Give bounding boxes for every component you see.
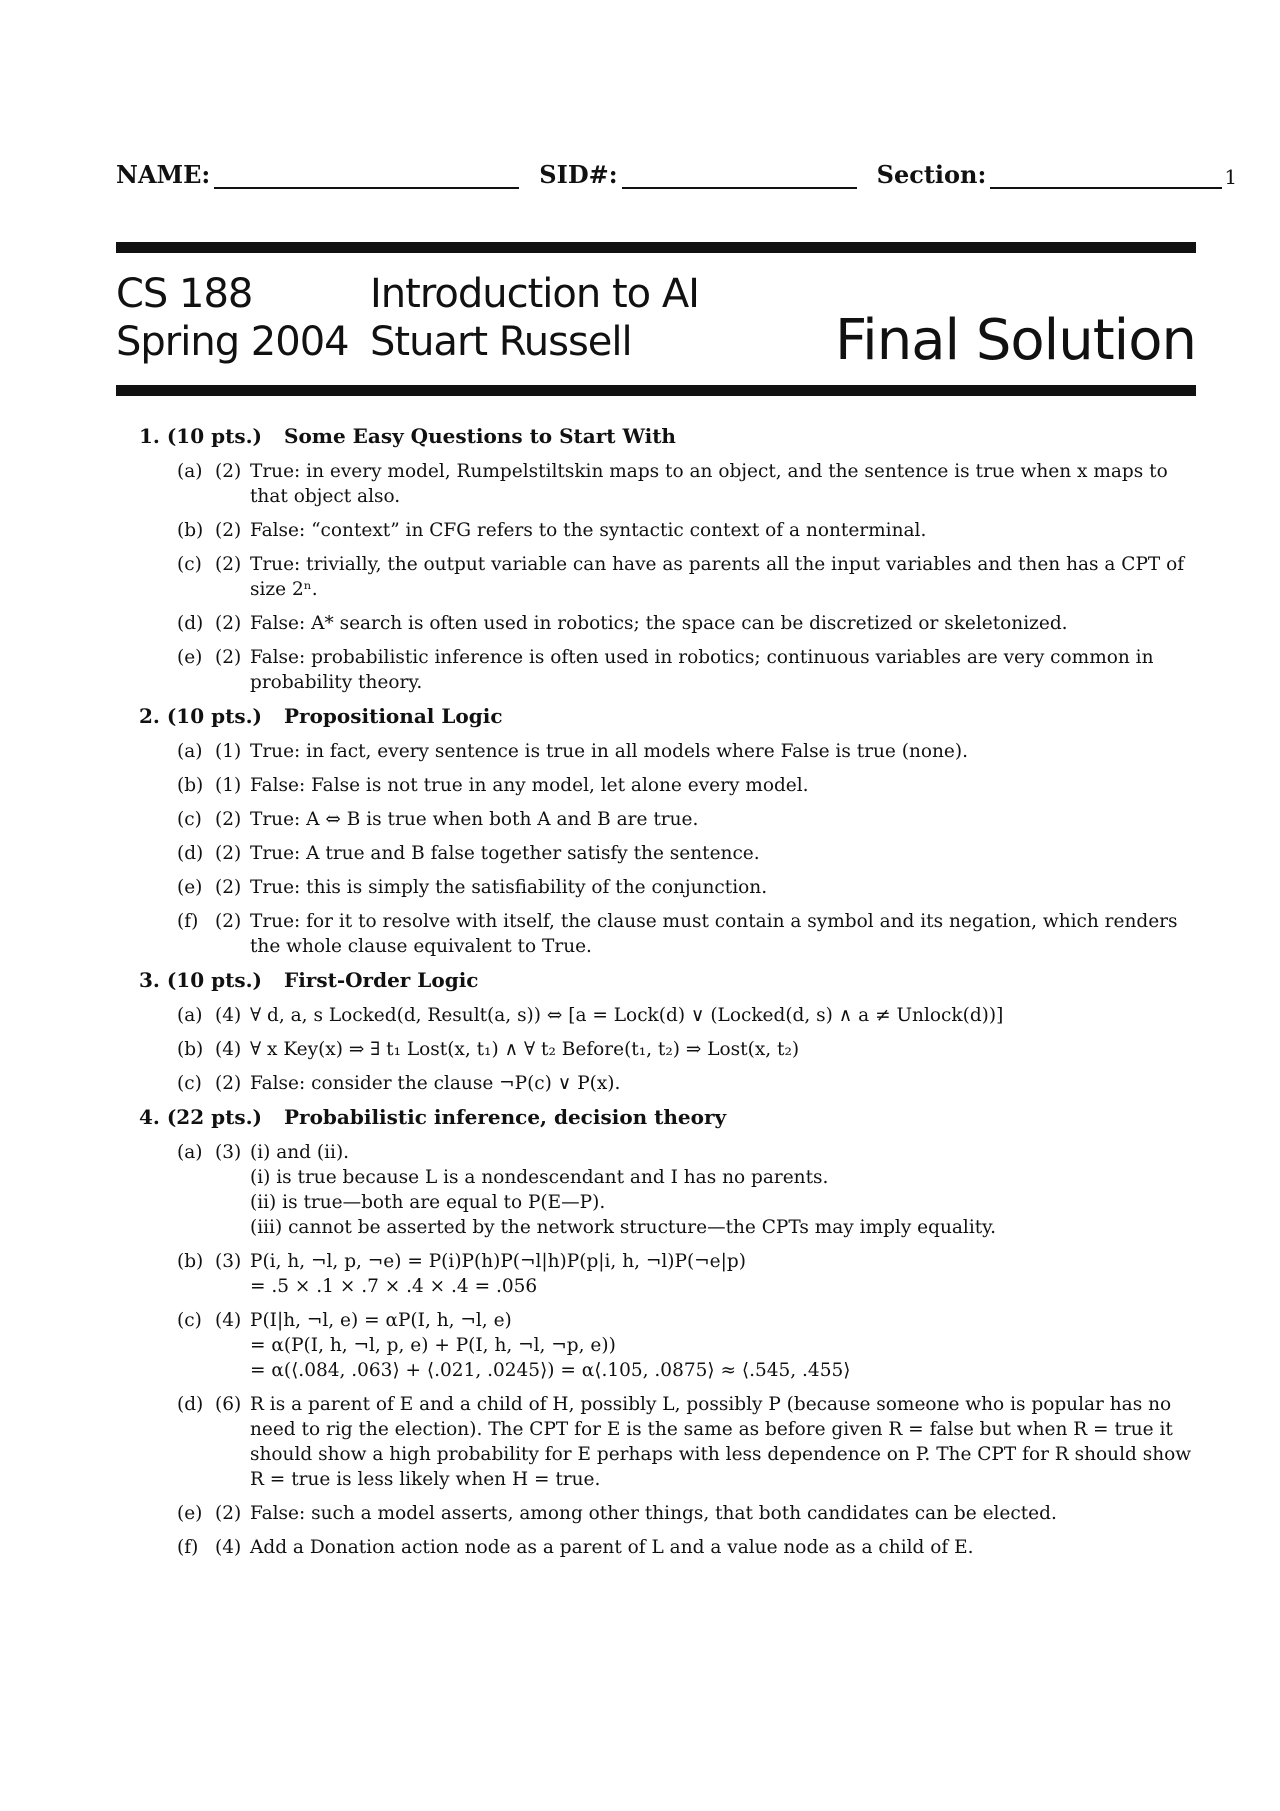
answer-line: P(i, h, ¬l, p, ¬e) = P(i)P(h)P(¬l|h)P(p|i, h, ¬l)P(¬e|p) [250, 1251, 746, 1272]
answer-text: R is a parent of E and a child of H, possibly L, possibly P (because someone who is popular has no need to rig the election). The CPT for E is the same as before given R = false but when R = true it should show a high probability for E perhaps with less dependence on P. The CPT for R should show R = true is less likely when H = true. [250, 1394, 1192, 1490]
answer-item [177, 1140, 1199, 1240]
answer-item [177, 807, 1199, 832]
answer-points: (4) [215, 1310, 242, 1331]
answer-label: (f) [177, 911, 199, 932]
course-code: CS 188 [116, 271, 253, 317]
question-title: First-Order Logic [284, 968, 479, 992]
question-heading [139, 424, 1199, 449]
sid-field[interactable] [539, 160, 856, 189]
answer-text: True: A true and B false together satisfy the sentence. [250, 843, 760, 864]
answer-label: (a) [177, 1005, 203, 1026]
answer-label: (c) [177, 809, 202, 830]
answer-label: (c) [177, 554, 202, 575]
answer-label: (d) [177, 613, 204, 634]
answer-points: (2) [215, 1073, 242, 1094]
question [139, 968, 1199, 1096]
answer-line: P(I|h, ¬l, e) = αP(I, h, ¬l, e) [250, 1310, 512, 1331]
answer-item [177, 841, 1199, 866]
answer-points: (2) [215, 877, 242, 898]
answer-line: = α(P(I, h, ¬l, p, e) + P(I, h, ¬l, ¬p, e)) [250, 1335, 616, 1356]
question [139, 424, 1199, 695]
answer-label: (c) [177, 1073, 202, 1094]
answer-item [177, 909, 1199, 959]
answer-item [177, 1249, 1199, 1299]
answer-label: (f) [177, 1537, 199, 1558]
answer-points: (2) [215, 613, 242, 634]
question-heading [139, 968, 1199, 993]
answer-text: True: this is simply the satisfiability of the conjunction. [250, 877, 768, 898]
answer-text: False: “context” in CFG refers to the syntactic context of a nonterminal. [250, 520, 927, 541]
question-heading [139, 1105, 1199, 1130]
answer-points: (1) [215, 741, 242, 762]
section-blank[interactable] [990, 165, 1222, 189]
answer-text: True: for it to resolve with itself, the clause must contain a symbol and its negation, which renders the whole clause equivalent to True. [250, 911, 1178, 957]
answer-points: (2) [215, 647, 242, 668]
answer-label: (e) [177, 647, 203, 668]
answer-text: False: A* search is often used in robotics; the space can be discretized or skeletonized. [250, 613, 1068, 634]
answer-text: True: A ⇔ B is true when both A and B are true. [250, 809, 699, 830]
answer-item [177, 1535, 1199, 1560]
answer-points: (2) [215, 809, 242, 830]
course-info [370, 270, 699, 366]
answer-item [177, 459, 1199, 509]
course-id [116, 270, 349, 366]
sid-blank[interactable] [622, 165, 857, 189]
answer-label: (e) [177, 877, 203, 898]
answer-item [177, 645, 1199, 695]
answer-item [177, 1308, 1199, 1383]
question-title: Some Easy Questions to Start With [284, 424, 676, 448]
course-term: Spring 2004 [116, 319, 349, 365]
answer-text: ∀ x Key(x) ⇒ ∃ t₁ Lost(x, t₁) ∧ ∀ t₂ Before(t₁, t₂) ⇒ Lost(x, t₂) [250, 1039, 800, 1060]
answer-points: (3) [215, 1142, 242, 1163]
answer-item [177, 518, 1199, 543]
answer-label: (d) [177, 843, 204, 864]
answer-label: (b) [177, 1039, 204, 1060]
top-rule [116, 242, 1196, 253]
answer-label: (b) [177, 520, 204, 541]
answer-text: Add a Donation action node as a parent of L and a value node as a child of E. [250, 1537, 974, 1558]
answer-item [177, 552, 1199, 602]
answer-item [177, 1392, 1199, 1492]
answer-points: (4) [215, 1005, 242, 1026]
question-title: Propositional Logic [284, 704, 503, 728]
answer-text: True: in fact, every sentence is true in all models where False is true (none). [250, 741, 968, 762]
answer-label: (d) [177, 1394, 204, 1415]
answer-label: (a) [177, 461, 203, 482]
question-number: 3. (10 pts.) [139, 968, 263, 992]
question-number: 2. (10 pts.) [139, 704, 263, 728]
answer-points: (2) [215, 911, 242, 932]
course-banner [116, 270, 1196, 380]
answer-list [177, 1140, 1199, 1560]
header-fields [116, 155, 1238, 189]
answer-label: (b) [177, 1251, 204, 1272]
answer-text [250, 1249, 1199, 1299]
page-number: 1 [1224, 165, 1238, 189]
answer-text: ∀ d, a, s Locked(d, Result(a, s)) ⇔ [a = Lock(d) ∨ (Locked(d, s) ∧ a ≠ Unlock(d))] [250, 1005, 1004, 1026]
answer-list [177, 1003, 1199, 1096]
answer-line: (ii) is true—both are equal to P(E—P). [250, 1192, 606, 1213]
section-label: Section: [876, 160, 987, 189]
answer-list [177, 459, 1199, 695]
answer-item [177, 1501, 1199, 1526]
question-number: 1. (10 pts.) [139, 424, 263, 448]
answer-item [177, 1071, 1199, 1096]
answer-item [177, 1003, 1199, 1028]
question [139, 1105, 1199, 1560]
answer-points: (6) [215, 1394, 242, 1415]
answer-line: (iii) cannot be asserted by the network structure—the CPTs may imply equality. [250, 1217, 997, 1238]
name-field[interactable] [116, 160, 519, 189]
answer-points: (2) [215, 520, 242, 541]
section-field[interactable] [877, 160, 1237, 189]
answer-line: (i) and (ii). [250, 1142, 350, 1163]
answer-item [177, 875, 1199, 900]
answer-points: (2) [215, 843, 242, 864]
answer-text [250, 1308, 1199, 1383]
answer-points: (3) [215, 1251, 242, 1272]
bottom-rule [116, 385, 1196, 396]
answer-text: True: trivially, the output variable can have as parents all the input variables and then has a CPT of size 2ⁿ. [250, 554, 1185, 600]
question-heading [139, 704, 1199, 729]
answer-line: (i) is true because L is a nondescendant and I has no parents. [250, 1167, 829, 1188]
answer-points: (2) [215, 554, 242, 575]
solutions-body [139, 424, 1199, 1569]
answer-label: (a) [177, 741, 203, 762]
question-number: 4. (22 pts.) [139, 1105, 263, 1129]
course-title: Introduction to AI [370, 271, 699, 317]
answer-label: (c) [177, 1310, 202, 1331]
answer-item [177, 773, 1199, 798]
doc-title: Final Solution [835, 308, 1196, 373]
answer-item [177, 739, 1199, 764]
answer-item [177, 1037, 1199, 1062]
answer-text [250, 1140, 1199, 1240]
answer-text: False: consider the clause ¬P(c) ∨ P(x). [250, 1073, 621, 1094]
answer-points: (2) [215, 1503, 242, 1524]
answer-label: (e) [177, 1503, 203, 1524]
name-blank[interactable] [214, 165, 519, 189]
answer-points: (4) [215, 1039, 242, 1060]
sid-label: SID#: [539, 160, 618, 189]
answer-line: = α(⟨.084, .063⟩ + ⟨.021, .0245⟩) = α⟨.105, .0875⟩ ≈ ⟨.545, .455⟩ [250, 1360, 851, 1381]
answer-line: = .5 × .1 × .7 × .4 × .4 = .056 [250, 1276, 538, 1297]
answer-text: False: probabilistic inference is often used in robotics; continuous variables are very common in probability theory. [250, 647, 1154, 693]
answer-text: True: in every model, Rumpelstiltskin maps to an object, and the sentence is true when x maps to that object also. [250, 461, 1168, 507]
answer-points: (4) [215, 1537, 242, 1558]
answer-points: (1) [215, 775, 242, 796]
answer-text: False: False is not true in any model, let alone every model. [250, 775, 809, 796]
name-label: NAME: [116, 160, 211, 189]
course-instructor: Stuart Russell [370, 319, 632, 365]
answer-label: (a) [177, 1142, 203, 1163]
answer-item [177, 611, 1199, 636]
answer-label: (b) [177, 775, 204, 796]
answer-list [177, 739, 1199, 959]
question-title: Probabilistic inference, decision theory [284, 1105, 727, 1129]
answer-points: (2) [215, 461, 242, 482]
answer-text: False: such a model asserts, among other things, that both candidates can be elected. [250, 1503, 1057, 1524]
question [139, 704, 1199, 959]
